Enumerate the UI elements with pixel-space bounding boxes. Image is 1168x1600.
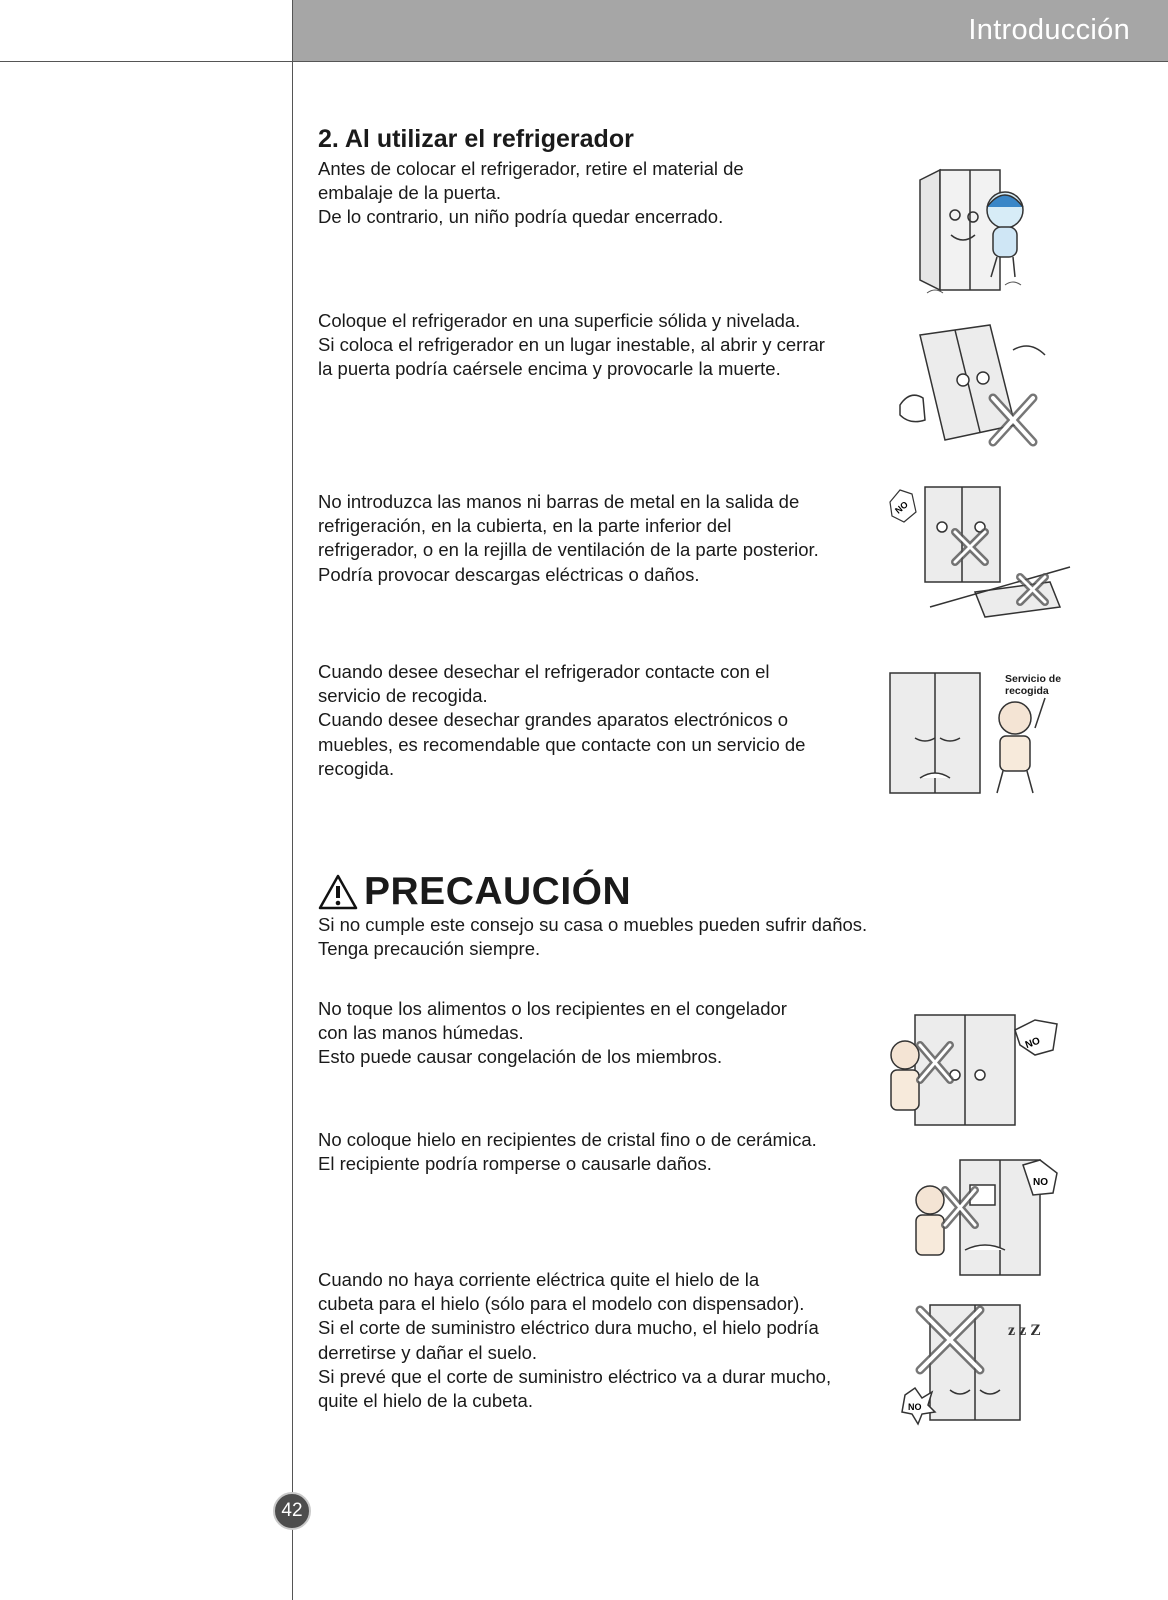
- text-line: Podría provocar descargas eléctricas o daños.: [318, 563, 700, 585]
- text-line: Si no cumple este consejo su casa o muebles pueden sufrir daños.: [318, 914, 868, 935]
- caution-item-2: [318, 1128, 898, 1176]
- chapter-title: Introducción: [968, 14, 1130, 46]
- text-line: Si prevé que el corte de suministro eléctrico va a durar mucho,: [318, 1365, 832, 1387]
- text-line: Antes de colocar el refrigerador, retire el material de: [318, 158, 744, 179]
- text-line: Cuando desee desechar grandes aparatos electrónicos o: [318, 709, 789, 731]
- text-line: quite el hielo de la cubeta.: [318, 1390, 533, 1412]
- text-line: Coloque el refrigerador en una superficie sólida y nivelada.: [318, 310, 801, 331]
- text-line: De lo contrario, un niño podría quedar encerrado.: [318, 206, 724, 228]
- section-item-1: [318, 157, 898, 230]
- caution-item-1: [318, 997, 898, 1070]
- text-line: Esto puede causar congelación de los miembros.: [318, 1046, 723, 1068]
- service-label-line: recogida: [1005, 685, 1049, 697]
- text-line: El recipiente podría romperse o causarle daños.: [318, 1153, 712, 1175]
- service-label: [1005, 673, 1075, 697]
- section-item-3: [318, 490, 898, 587]
- child-in-fridge-illustration: [915, 165, 1035, 300]
- page-number: 42: [273, 1492, 311, 1530]
- text-line: Cuando no haya corriente eléctrica quite el hielo de la: [318, 1269, 760, 1290]
- text-line: refrigeración, en la cubierta, en la parte inferior del: [318, 515, 732, 537]
- vent-warning-illustration: [880, 482, 1075, 627]
- margin-line: [292, 0, 293, 1600]
- text-line: Tenga precaución siempre.: [318, 938, 541, 960]
- no-label: NO: [1033, 1177, 1048, 1188]
- text-line: No introduzca las manos ni barras de metal en la salida de: [318, 491, 800, 512]
- text-line: Si coloca el refrigerador en un lugar inestable, al abrir y cerrar: [318, 334, 825, 356]
- section-title: 2. Al utilizar el refrigerador: [318, 125, 634, 153]
- no-label: NO: [1023, 1035, 1042, 1052]
- section-item-2: [318, 309, 898, 382]
- wet-hands-illustration: [885, 1010, 1070, 1135]
- text-line: servicio de recogida.: [318, 685, 488, 707]
- service-label-line: Servicio de: [1005, 673, 1062, 685]
- text-line: Cuando desee desechar el refrigerador contacte con el: [318, 661, 770, 682]
- text-line: derretirse y dañar el suelo.: [318, 1341, 538, 1363]
- sleep-zzz: z z Z: [1008, 1322, 1041, 1339]
- caution-intro: [318, 913, 958, 961]
- text-line: refrigerador, o en la rejilla de ventilación de la parte posterior.: [318, 539, 819, 561]
- text-line: la puerta podría caérsele encima y provocarle la muerte.: [318, 358, 781, 380]
- text-line: embalaje de la puerta.: [318, 182, 502, 204]
- tipping-fridge-illustration: [895, 320, 1060, 460]
- header-divider: [0, 61, 1168, 62]
- text-line: Si el corte de suministro eléctrico dura mucho, el hielo podría: [318, 1317, 819, 1339]
- caution-title: PRECAUCIÓN: [364, 870, 632, 913]
- text-line: No toque los alimentos o los recipientes en el congelador: [318, 998, 787, 1019]
- power-outage-illustration: [900, 1300, 1060, 1430]
- caution-heading: [318, 870, 631, 914]
- warning-triangle-icon: [318, 874, 358, 910]
- section-item-4: [318, 660, 898, 781]
- caution-item-3: [318, 1268, 918, 1413]
- text-line: No coloque hielo en recipientes de cristal fino o de cerámica.: [318, 1129, 817, 1150]
- text-line: cubeta para el hielo (sólo para el modelo con dispensador).: [318, 1293, 805, 1315]
- no-label: NO: [908, 1402, 922, 1412]
- text-line: muebles, es recomendable que contacte con un servicio de: [318, 733, 806, 755]
- ice-glass-illustration: [905, 1155, 1065, 1280]
- no-label: NO: [893, 499, 910, 516]
- text-line: recogida.: [318, 757, 395, 779]
- text-line: con las manos húmedas.: [318, 1022, 524, 1044]
